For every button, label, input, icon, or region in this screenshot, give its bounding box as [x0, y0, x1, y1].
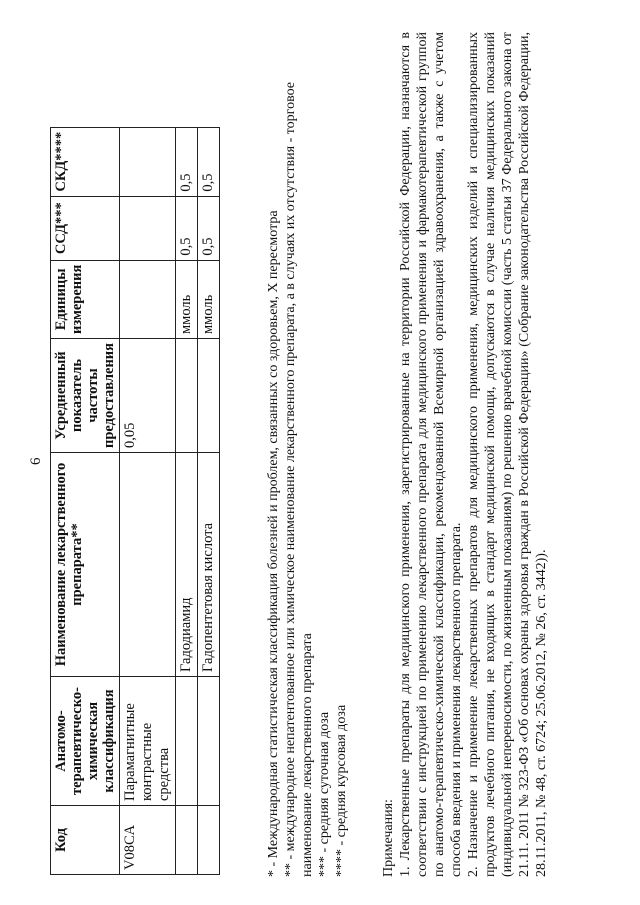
cell-unit: [120, 260, 176, 338]
cell-code: [176, 806, 198, 875]
cell-drug: [120, 453, 176, 677]
cell-skd: 0,5: [176, 127, 198, 196]
cell-drug: Гадодиамид: [176, 453, 198, 677]
cell-atc: Парамагнитные контрастные средства: [120, 677, 176, 806]
cell-freq: [198, 339, 220, 453]
remark-item: 2. Назначение и применение лекарственных препаратов для медицинского применения, медицинских изделий и специализированных продуктов лечебного питания, не входящих в стандарт медицинской помощи, допускаются в случае наличия медицинских показаний (индивидуальной непереносимости, по жизненным показаниям) по решению врачебной комиссии (часть 5 статьи 37 Федерального закона от 21.11. 2011 № 323-ФЗ «Об основах охраны здоровья граждан в Российской Федерации» (Собрание законодательства Российской Федерации, 28.11.2011, № 48, ст. 6724; 25.06.2012, № 26, ст. 3442)).: [466, 32, 549, 877]
cell-code: V08CA: [120, 806, 176, 875]
cell-unit: ммоль: [176, 260, 198, 338]
cell-code: [198, 806, 220, 875]
cell-atc: [198, 677, 220, 806]
cell-skd: 0,5: [198, 127, 220, 196]
cell-drug: Гадопентетовая кислота: [198, 453, 220, 677]
header-ssd: ССД***: [51, 196, 120, 260]
footnote: * - Международная статистическая классификация болезней и проблем, связанных со здоровьем, X пересмотра: [266, 210, 281, 877]
remarks: [380, 32, 550, 877]
header-skd: СКД****: [51, 127, 120, 196]
drug-table: [50, 127, 220, 875]
table-row: [176, 127, 198, 874]
remarks-title: Примечания:: [381, 799, 396, 877]
footnotes: [265, 32, 350, 877]
cell-freq: [176, 339, 198, 453]
cell-ssd: 0,5: [176, 196, 198, 260]
page-number: 6: [28, 457, 44, 465]
footnote: **** - средняя курсовая доза: [334, 704, 349, 877]
header-code: Код: [51, 806, 120, 875]
table-row: [198, 127, 220, 874]
cell-unit: ммоль: [198, 260, 220, 338]
footnote: *** - средняя суточная доза: [317, 711, 332, 877]
remark-item: 1. Лекарственные препараты для медицинского применения, зарегистрированные на территории Российской Федерации, назначаются в соответствии с инструкцией по применению лекарственного препарата для медицинского применения и фармакотерапевтической группой по анатомо-терапевтическо-химической классификации, рекомендованной Всемирной организацией здравоохранения, а также с учетом способа введения и применения лекарственного препарата.: [398, 32, 464, 877]
cell-freq: 0,05: [120, 339, 176, 453]
header-freq: Усредненный показатель частоты предоставления: [51, 339, 120, 453]
cell-skd: [120, 127, 176, 196]
table-header-row: [51, 127, 120, 874]
cell-ssd: [120, 196, 176, 260]
header-unit: Единицы измерения: [51, 260, 120, 338]
footnote: ** - международное непатентованное или химическое наименование лекарственного препарата, а в случаях их отсутствия - торговое наименование лекарственного препарата: [283, 82, 315, 877]
cell-ssd: 0,5: [198, 196, 220, 260]
header-drug: Наименование лекарственного препарата**: [51, 453, 120, 677]
table-row: [120, 127, 176, 874]
cell-atc: [176, 677, 198, 806]
header-atc: Анатомо-терапевтическо-химическая классификация: [51, 677, 120, 806]
